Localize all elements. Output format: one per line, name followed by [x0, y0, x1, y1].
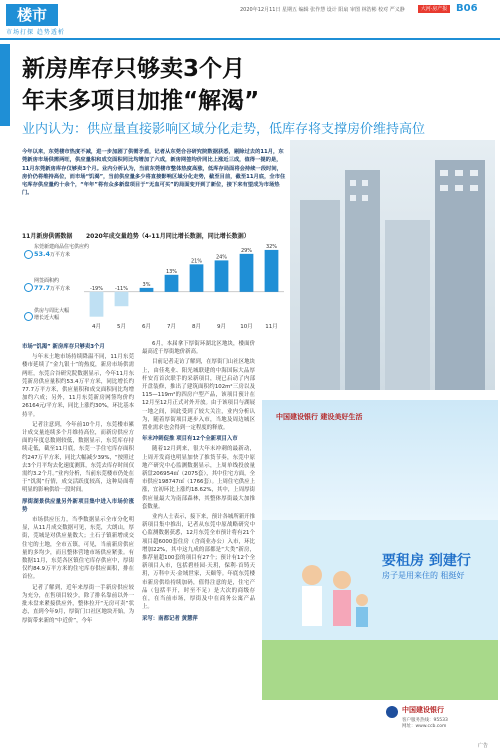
chart-tick-label: 11月 — [265, 324, 278, 330]
chart-tick-label: 4月 — [92, 324, 101, 330]
chart-bar — [165, 275, 179, 292]
headline-line2: 年末多项目加推“解渴” — [22, 88, 260, 114]
chart-bar — [265, 250, 279, 292]
chart-bar — [215, 260, 229, 291]
section-subtitle: 市场打探 趋势透析 — [6, 29, 65, 36]
column1-paragraph: 记者了解到，近年来厚街一手新房供应较为充分，在售项目较少，除了排名靠前以外一批未盘来紧接供应外，整体拉开“无房可卖”状态，直到今年9月，厚街门口社区地块开始，为厚街带来新的“中近价”，今年 — [22, 584, 134, 624]
chart-bar — [240, 254, 254, 292]
chart-bar — [90, 292, 104, 317]
column1-paragraph: 记者注意到，今年前10个月，东莞楼市累计成交量连续多个月维持高位，而新房供应方面的年度总数则较低，数据显示，东莞库存持续走低，截至11月底，东莞一手住宅库存面积约247万平方米，同比大幅减少39%，“按照过去3个月平均去化速度测算，东莞去库存时间仅需约3.2个月。”业内分析，当前东莞楼市仍处在于“饥渴”行情，成交活跃度较高，这种局面将明显的影响供给一段时间。 — [22, 421, 134, 494]
ad-corner-label: 广告 — [478, 743, 489, 749]
illustration-photo — [290, 140, 495, 390]
column2-paragraph: 目前记者走访了解到，在厚街门山社区地块上，由佳兆业、阳光城联建的中海国际大品厚杆安育首次联手的采新项目，现已启动了内部开盘装修，推出了建筑面积约102m²三房以及115—119m²的四房户型产品，该项目预计在12月至12月正式对外开放。由于该项目与湖展一地之间，因此受到了较大关注，业内分析认为，随着厚街项目逐步入市，当地及周边城区置业需求也会得到一定程度的释放。 — [142, 359, 255, 432]
chart-data-label: 21% — [190, 258, 203, 265]
column1-paragraph: 市场供应压力，当季数据显示全市分化明显，从11月成交数据可见，东莞，大朗山，厚街，莞城是对供应量数大；土石子镇新增成交住宅的土地，全市五镇，可见，当前新房供应量的多均少，而且整体营地市场供应紧张。有数据11月，东莞各区镇住宅库存供应中，厚街仅约84.9万平方米的住宅库存供应面积，排在首位。 — [22, 517, 134, 581]
chart-left-title: 11月新房供需数据 — [22, 233, 73, 240]
trend-icon — [24, 312, 33, 321]
section-badge: 楼市 — [6, 4, 58, 26]
column2-subhead: 年末冲刺促推 项目有12个全新项目入市 — [142, 436, 238, 443]
ad-grass — [262, 640, 498, 700]
bar-chart — [84, 240, 284, 332]
article-column-1 — [22, 340, 134, 627]
house-icon — [24, 250, 33, 259]
chart-data-label: -11% — [115, 285, 128, 292]
stat-contract: 网签面积约 77.7万平方米 — [34, 278, 71, 292]
column2-paragraph: 6月，本届拿下厚街环湖北区地块，楼面价最高近千厚街地价新高。 — [142, 341, 255, 356]
chart-tick-label: 5月 — [117, 324, 126, 330]
column2-paragraph: 业内人士表示，接下来，预计各城所新开推新项目集中推出，记者从东莞中原战略研究中心监测数据获悉，12月东莞全市预计将有21个项目超6000套住房（含商业办公）入市，环比增加22%，其中这九成的部都是“大类”新房，推荐量超100套的项目有27个；预计有12个全新项目入市，包括碧桂园·天玥，保利·首铸天玥，万科中天·金域世家，天颐等。年底东莞楼市新房供给持续加码，值得注意的是，住宅产品（包括半开，时至不足）是大次的商级存在，在当前市场，厚街及中在商务公寓产品上。 — [142, 514, 255, 611]
chart-bar — [140, 288, 154, 292]
chart-tick-label: 6月 — [142, 324, 151, 330]
chart-tick-label: 10月 — [240, 324, 253, 330]
chart-data-label: 24% — [215, 254, 228, 261]
ad-bank-name: 中国建设银行 — [402, 706, 444, 714]
chart-tick-label: 9月 — [217, 324, 226, 330]
headline-subtitle: 业内认为：供应量直接影响区域分化走势，低库存将支撑房价维持高位 — [22, 122, 426, 137]
column2-paragraph: 随着12月到来，很大年末冲刺的最新动，上周开发商也明显加快了推货节奏，东莞中原地产研究中心监测数据显示，上周单线投放量新盘206954㎡（2075套），其中住宅方面，全市供应198747㎡（1766套）。上周住宅供应上涨，宜初环比上涨约18.62%，其中，上周厚街供应量最大为南部森林，其整体厚街最大加推套数量。 — [142, 446, 255, 510]
chart-tick-label: 7月 — [167, 324, 176, 330]
ad-brand-top: 中国建设银行 建设美好生活 — [276, 413, 363, 421]
accent-bar — [0, 44, 10, 126]
ad-footer-info: 客户服务热线：95533 网址：www.ccb.com — [402, 718, 448, 729]
stat-ratio: 供房与周比大幅 增长近大幅 — [34, 308, 70, 321]
chart-bar — [190, 264, 204, 291]
stat-supply: 东莞新建商品住宅供应约 53.4万平方米 — [34, 244, 90, 258]
column1-subhead: 市场“饥渴” 新房库存只够卖3个月 — [22, 344, 105, 350]
family-illustration-icon — [282, 550, 382, 650]
chart-bar — [115, 292, 129, 306]
chart-data-label: -19% — [90, 285, 103, 292]
chart-data-label: 3% — [142, 281, 151, 288]
column1-paragraph: 与年末土地市场持续降温不同，11月东莞楼市延续了“金九银十”的热度，新房市场供需两旺，东莞合谷研究院数据显示，今年11月东莞新房供应量积约53.4万平方米，同比增长约77.7万平方米，供应量积和成交面积同比均增加约六成；另外，11月东莞新房网签均价约26164元/平方米，同比上涨约30%，环比基本持平。 — [22, 354, 134, 418]
article-column-2 — [142, 340, 255, 625]
chart-tick-label: 8月 — [192, 324, 201, 330]
header-info: 2020年12月11日 星期五 编辑 张作慧 设计 阳扇 审图 林浩彬 校对 严义静 — [240, 7, 405, 13]
ccb-logo-icon — [386, 706, 398, 718]
headline-line1: 新房库存只够卖3个月 — [22, 56, 246, 82]
contract-icon — [24, 283, 33, 292]
chart-data-label: 32% — [265, 243, 278, 250]
bank-advertisement — [262, 400, 498, 740]
lead-paragraph: 今年以来，东莞楼市热度不减，进一步加剧了供需矛盾，记者从东莞合谷研究院数据获悉，剔除过去的11月，东莞新房市场供需两旺，供应量积和成交面积同比均增加了六成，新房网签均价同比上涨近三成，值得一提的是，11月东莞新房库存仅够卖3个月。业内分析认为，当前东莞楼市整体热度高涨，低库存局面将会持续一段时间，房价仍将维持高位，而市场“饥渴”，当前供应量多少将直接影响区域分化走势，截至目前，截至11月底，全市住宅库存供应量约十余个，“年年”将有众多新盘项目于“无血可买”的局面变开到了新位，接下来有望成为市场热门。 — [22, 149, 286, 197]
byline: 采写：南都记者 黄慧萍 — [142, 615, 198, 622]
page-number: B06 — [456, 3, 478, 14]
buildings-icon — [290, 140, 495, 390]
header-divider — [0, 38, 500, 40]
chart-data-label: 29% — [240, 247, 253, 254]
column1-subhead2: 厚街湖景供应量另外新项目集中进入市场价涨势 — [22, 498, 134, 513]
ad-slogan-sub: 房子是用来住的 租挺好 — [382, 571, 465, 580]
chart-right-title: 2020年成交量趋势（4-11月同比增长数据，同比增长数据） — [86, 233, 250, 240]
chart-data-label: 13% — [165, 268, 178, 275]
ad-footer — [262, 700, 498, 740]
header-tag: 大河·房产报 — [418, 5, 450, 13]
ad-slogan: 要租房 到建行 — [382, 553, 471, 569]
